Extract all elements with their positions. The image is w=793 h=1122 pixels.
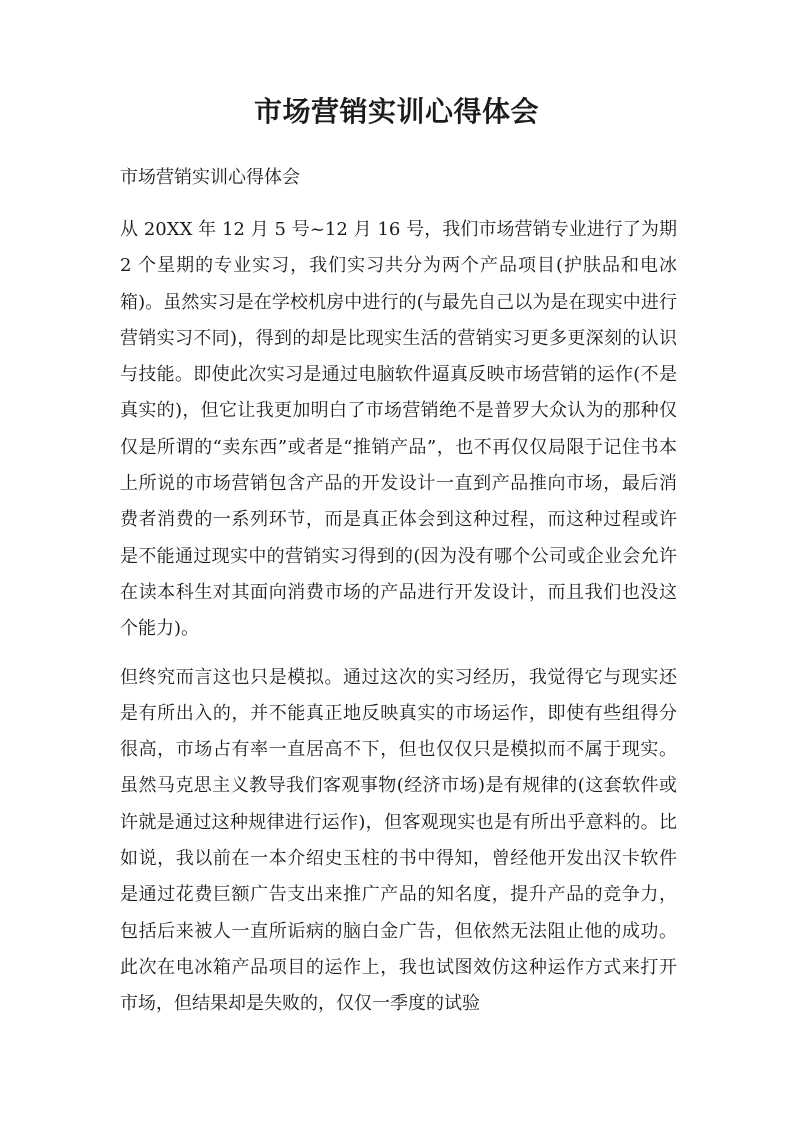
document-subtitle: 市场营销实训心得体会 [120,167,300,188]
paragraph-2: 但终究而言这也只是模拟。通过这次的实习经历，我觉得它与现实还是有所出入的，并不能真正地反映真实的市场运作，即使有些组得分很高，市场占有率一直居高不下，但也仅仅只是模拟而不属于现实。虽然马克思主义教导我们客观事物(经济市场)是有规律的(这套软件或许就是通过这种规律进行运作)，但客观现实也是有所出乎意料的。比如说，我以前在一本介绍史玉柱的书中得知，曾经他开发出汉卡软件是通过花费巨额广告支出来推广产品的知名度，提升产品的竞争力，包括后来被人一直所诟病的脑白金广告，但依然无法阻止他的成功。此次在电冰箱产品项目的运作上，我也试图效仿这种运作方式来打开市场，但结果却是失败的，仅仅一季度的试验 [120,666,677,1015]
document-title: 市场营销实训心得体会 [253,95,539,128]
document-body [120,160,677,1035]
paragraph-1: 从 20XX 年 12 月 5 号~12 月 16 号，我们市场营销专业进行了为期 2 个星期的专业实习，我们实习共分为两个产品项目(护肤品和电冰箱)。虽然实习是在学校机房中进行的(与最先自己以为是在现实中进行营销实习不同)，得到的却是比现实生活的营销实习更多更深刻的认识与技能。即使此次实习是通过电脑软件逼真反映市场营销的运作(不是真实的)，但它让我更加明白了市场营销绝不是普罗大众认为的那种仅仅是所谓的“卖东西”或者是“推销产品”，也不再仅仅局限于记住书本上所说的市场营销包含产品的开发设计一直到产品推向市场，最后消费者消费的一系列环节，而是真正体会到这种过程，而这种过程或许是不能通过现实中的营销实习得到的(因为没有哪个公司或企业会允许在读本科生对其面向消费市场的产品进行开发设计，而且我们也没这个能力)。 [120,219,677,640]
